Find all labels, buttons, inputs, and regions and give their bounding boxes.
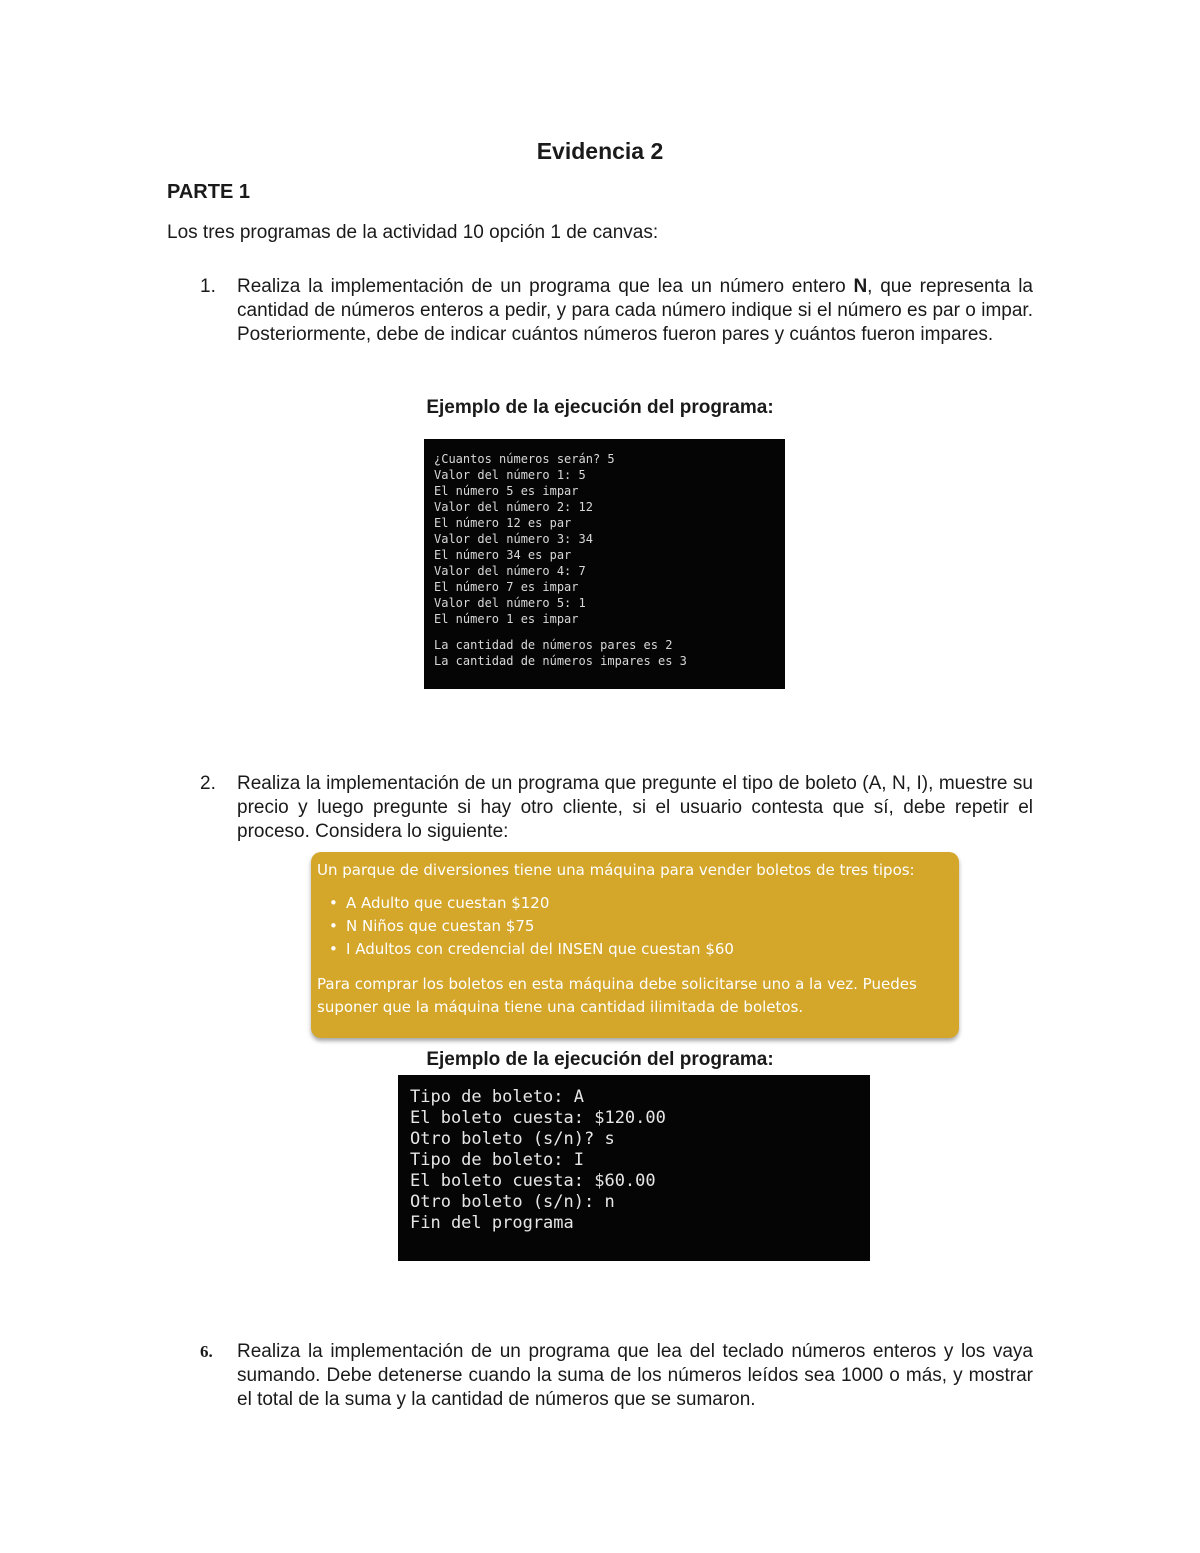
console-line: Valor del número 2: 12	[434, 500, 593, 514]
bullet-icon: •	[329, 917, 338, 935]
console-line: Valor del número 4: 7	[434, 564, 586, 578]
console-line: El número 5 es impar	[434, 484, 579, 498]
console-output-1	[424, 439, 785, 689]
console-line: Otro boleto (s/n): n	[410, 1192, 615, 1212]
console-line: El número 12 es par	[434, 516, 572, 530]
console-line: La cantidad de números pares es 2	[434, 638, 673, 652]
callout-bullet-text: A Adulto que cuestan $120	[346, 894, 550, 912]
list-item-text: Realiza la implementación de un programa que pregunte el tipo de boleto (A, N, I), muestre su precio y luego pregunte si hay otro cliente, si el usuario contesta que sí, debe repetir el proceso. Considera lo siguiente:	[237, 773, 1033, 842]
console-line: Tipo de boleto: I	[410, 1150, 584, 1170]
console-line: El número 34 es par	[434, 548, 572, 562]
console-line: Tipo de boleto: A	[410, 1087, 584, 1107]
part-heading: PARTE 1	[167, 181, 250, 203]
console-line: Fin del programa	[410, 1213, 574, 1233]
console-line: Valor del número 3: 34	[434, 532, 593, 546]
list-item-1	[167, 275, 1033, 347]
document-title: Evidencia 2	[536, 138, 664, 164]
console-line: Valor del número 1: 5	[434, 468, 586, 482]
list-item-2	[167, 772, 1033, 844]
console-line: El boleto cuesta: $120.00	[410, 1108, 666, 1128]
example-label-2: Ejemplo de la ejecución del programa:	[426, 1049, 774, 1070]
item-text-part: , que representa la cantidad de números enteros a pedir, y para cada número indique si el número es par o impar. Posteriormente, debe de indicar cuántos números fueron pares y cuántos fueron impares.	[237, 276, 1033, 345]
example-label-1: Ejemplo de la ejecución del programa:	[426, 397, 774, 418]
item-text-part: Realiza la implementación de un programa que lea un número entero	[237, 276, 854, 297]
console-line: El número 7 es impar	[434, 580, 579, 594]
callout-bullet-text: N Niños que cuestan $75	[346, 917, 535, 935]
list-item-text	[237, 275, 1033, 347]
callout-bullet-item	[329, 938, 953, 961]
ticket-info-callout	[311, 852, 959, 1038]
list-item-number: 1.	[200, 276, 216, 297]
callout-bullet-text: I Adultos con credencial del INSEN que cuestan $60	[346, 940, 734, 958]
console-line: ¿Cuantos números serán? 5	[434, 452, 615, 466]
callout-bullet-item	[329, 915, 953, 938]
intro-paragraph: Los tres programas de la actividad 10 opción 1 de canvas:	[167, 222, 659, 243]
console-line: El boleto cuesta: $60.00	[410, 1171, 656, 1191]
list-item-text: Realiza la implementación de un programa que lea del teclado números enteros y los vaya sumando. Debe detenerse cuando la suma de los números leídos sea 1000 o más, y mostrar el total de la suma y la cantidad de números que se sumaron.	[237, 1341, 1033, 1410]
callout-bullet-list	[317, 892, 953, 961]
console-line: El número 1 es impar	[434, 612, 579, 626]
bullet-icon: •	[329, 894, 338, 912]
console-line: La cantidad de números impares es 3	[434, 654, 687, 668]
callout-bullet-item	[329, 892, 953, 915]
bullet-icon: •	[329, 940, 338, 958]
callout-footer: Para comprar los boletos en esta máquina debe solicitarse uno a la vez. Puedes suponer que la máquina tiene una cantidad ilimitada de boletos.	[317, 975, 917, 1016]
list-item-3	[167, 1340, 1033, 1412]
console-output-2	[398, 1075, 870, 1261]
console-line: Valor del número 5: 1	[434, 596, 586, 610]
console-line: Otro boleto (s/n)? s	[410, 1129, 615, 1149]
callout-title: Un parque de diversiones tiene una máquina para vender boletos de tres tipos:	[317, 861, 915, 879]
item-bold-text: N	[853, 276, 868, 297]
console-gap	[434, 627, 775, 637]
list-item-number: 6.	[200, 1342, 213, 1361]
list-item-number: 2.	[200, 773, 216, 794]
